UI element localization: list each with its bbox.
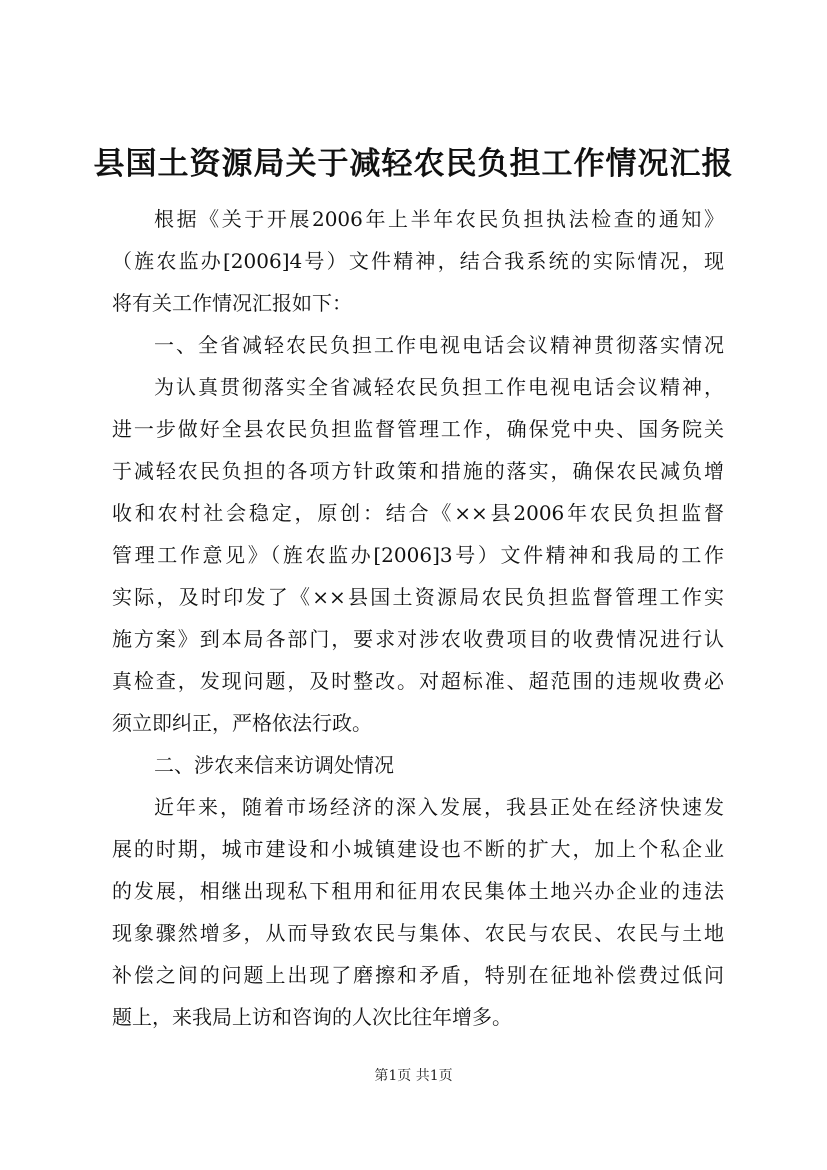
paragraph-line: 收和农村社会稳定，原创：结合《××县2006年农民负担监督 xyxy=(112,501,724,525)
paragraph-line: 展的时期，城市建设和小城镇建设也不断的扩大，加上个私企业 xyxy=(112,837,724,861)
paragraph-line: 真检查，发现问题，及时整改。对超标准、超范围的违规收费必 xyxy=(112,669,724,693)
paragraph-line: 实际，及时印发了《××县国土资源局农民负担监督管理工作实 xyxy=(112,585,724,609)
paragraph-line: 施方案》到本局各部门，要求对涉农收费项目的收费情况进行认 xyxy=(112,627,724,651)
paragraph-line: 管理工作意见》（旌农监办[2006]3号）文件精神和我局的工作 xyxy=(112,543,724,567)
document-title: 县国土资源局关于减轻农民负担工作情况汇报 xyxy=(93,146,734,182)
paragraph-line: 进一步做好全县农民负担监督管理工作，确保党中央、国务院关 xyxy=(112,417,724,441)
paragraph-line: 于减轻农民负担的各项方针政策和措施的落实，确保农民减负增 xyxy=(112,459,724,483)
paragraph-line: （旌农监办[2006]4号）文件精神，结合我系统的实际情况，现 xyxy=(112,249,724,273)
document-body xyxy=(112,198,724,1038)
paragraph-line: 补偿之间的问题上出现了磨擦和矛盾，特别在征地补偿费过低问 xyxy=(112,963,724,987)
paragraph-line: 近年来，随着市场经济的深入发展，我县正处在经济快速发 xyxy=(154,795,724,819)
paragraph-line: 根据《关于开展2006年上半年农民负担执法检查的通知》 xyxy=(154,207,724,231)
paragraph-line: 现象骤然增多，从而导致农民与集体、农民与农民、农民与土地 xyxy=(112,921,724,945)
paragraph-line: 为认真贯彻落实全省减轻农民负担工作电视电话会议精神， xyxy=(154,375,724,399)
paragraph-line: 须立即纠正，严格依法行政。 xyxy=(112,711,372,735)
section-heading: 一、全省减轻农民负担工作电视电话会议精神贯彻落实情况 xyxy=(154,333,724,357)
paragraph-line: 将有关工作情况汇报如下： xyxy=(112,291,352,315)
paragraph-line: 题上，来我局上访和咨询的人次比往年增多。 xyxy=(112,1005,512,1029)
section-heading: 二、涉农来信来访调处情况 xyxy=(154,753,394,777)
paragraph-line: 的发展，相继出现私下租用和征用农民集体土地兴办企业的违法 xyxy=(112,879,724,903)
page-footer: 第1页 共1页 xyxy=(374,1068,453,1084)
